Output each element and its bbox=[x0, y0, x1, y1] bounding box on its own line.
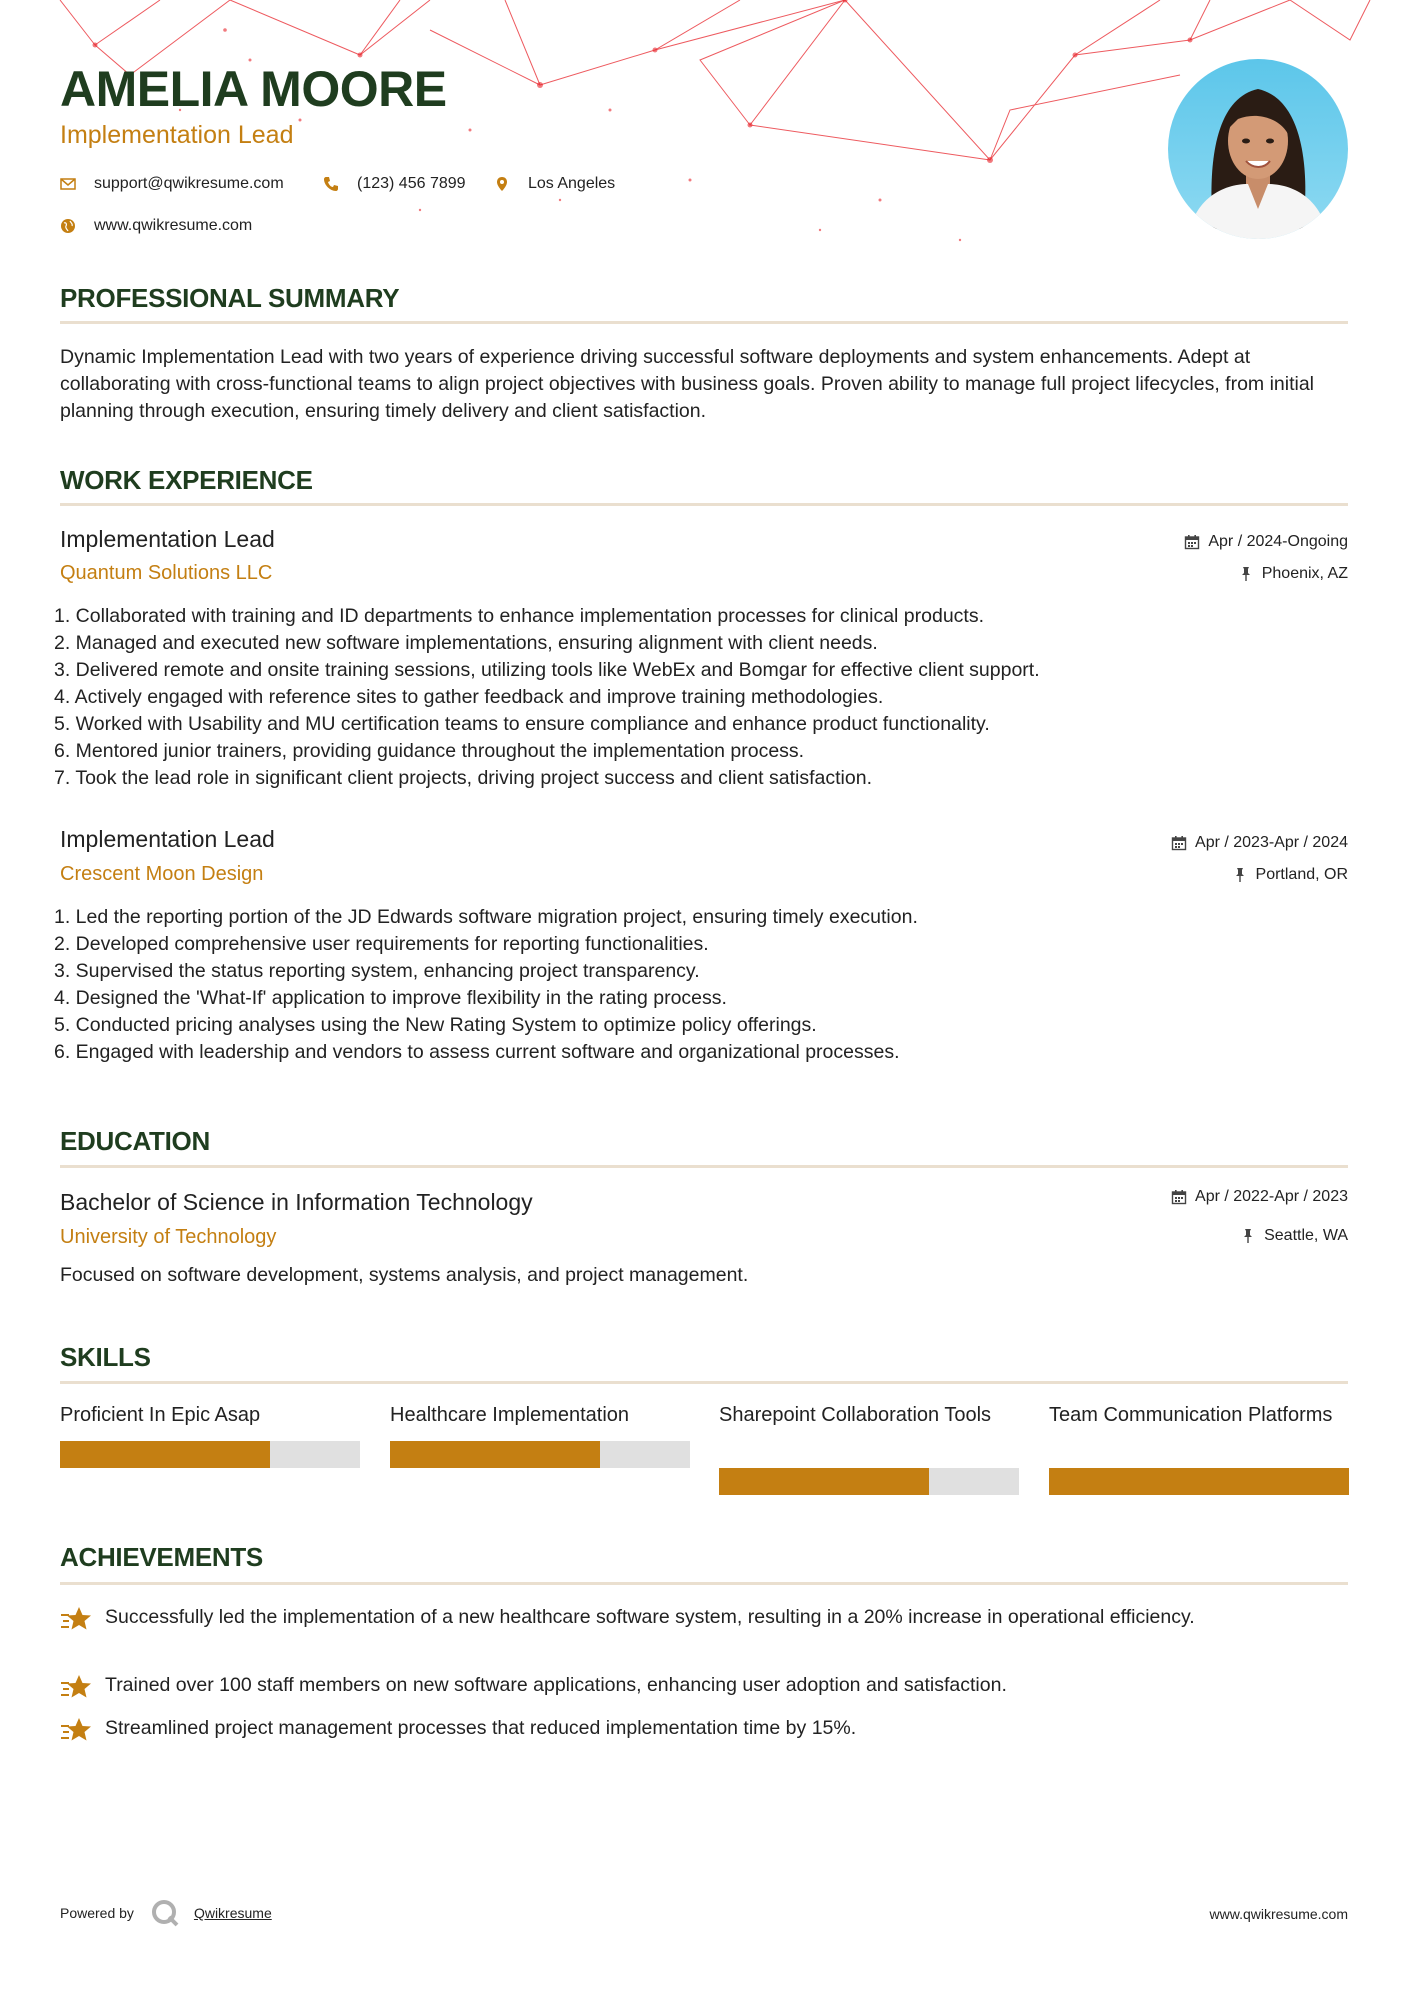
footer-powered-by bbox=[60, 1898, 272, 1928]
achievement-1 bbox=[60, 1604, 1350, 1634]
skill-4-bar-fill bbox=[1049, 1468, 1349, 1495]
skill-1 bbox=[60, 1402, 360, 1429]
skill-4-label: Team Communication Platforms bbox=[1049, 1404, 1333, 1426]
job-2-location bbox=[1232, 866, 1348, 884]
education-dates-text: Apr / 2022-Apr / 2023 bbox=[1195, 1188, 1348, 1205]
map-pin-icon bbox=[494, 176, 510, 192]
envelope-icon bbox=[60, 176, 76, 192]
skill-2-bar bbox=[390, 1441, 690, 1468]
skill-1-bar-fill bbox=[60, 1441, 270, 1468]
achievement-3 bbox=[60, 1715, 1350, 1745]
calendar-icon bbox=[1171, 835, 1187, 851]
calendar-icon bbox=[1184, 534, 1200, 550]
skill-2-label: Healthcare Implementation bbox=[390, 1404, 630, 1426]
job-2-bullets bbox=[54, 904, 1344, 1066]
list-item: 5. Worked with Usability and MU certification teams to ensure compliance and enhance product functionality. bbox=[54, 713, 990, 735]
summary-text: Dynamic Implementation Lead with two years of experience driving successful software deployments and system enhancements. Adept at collaborating with cross-functional teams to align project objectives with business goals. Proven ability to manage full project lifecycles, from initial planning through execution, ensuring timely delivery and client satisfaction. bbox=[60, 346, 1315, 422]
email-text: support@qwikresume.com bbox=[94, 175, 284, 192]
qwikresume-link[interactable]: Qwikresume bbox=[193, 1905, 272, 1921]
job-2-dates bbox=[1171, 834, 1348, 852]
qwikresume-logo-icon bbox=[150, 1898, 180, 1928]
list-item: 4. Designed the 'What-If' application to improve flexibility in the rating process. bbox=[54, 987, 727, 1009]
achievement-2-text: Trained over 100 staff members on new software applications, enhancing user adoption and satisfaction. bbox=[105, 1674, 1007, 1696]
candidate-title: Implementation Lead bbox=[60, 121, 294, 149]
job-1-bullets bbox=[54, 603, 1344, 792]
contact-email[interactable] bbox=[60, 175, 284, 193]
skills-heading: SKILLS bbox=[60, 1342, 151, 1372]
education-heading: EDUCATION bbox=[60, 1126, 210, 1156]
summary-heading: PROFESSIONAL SUMMARY bbox=[60, 283, 400, 313]
summary-divider bbox=[60, 321, 1348, 324]
job-2-location-text: Portland, OR bbox=[1255, 866, 1348, 883]
job-1-title: Implementation Lead bbox=[60, 526, 275, 552]
pushpin-icon bbox=[1240, 1228, 1256, 1244]
pushpin-icon bbox=[1238, 566, 1254, 582]
education-location bbox=[1240, 1227, 1348, 1245]
education-school: University of Technology bbox=[60, 1226, 277, 1248]
candidate-name: AMELIA MOORE bbox=[60, 61, 447, 117]
list-item: 3. Delivered remote and onsite training sessions, utilizing tools like WebEx and Bomgar for effective client support. bbox=[54, 659, 1040, 681]
skills-divider bbox=[60, 1381, 1348, 1384]
achievements-divider bbox=[60, 1582, 1348, 1585]
star-achievement-icon bbox=[60, 1672, 92, 1702]
achievement-2 bbox=[60, 1672, 1350, 1702]
profile-photo bbox=[1168, 59, 1348, 239]
list-item: 2. Developed comprehensive user requirements for reporting functionalities. bbox=[54, 933, 709, 955]
list-item: 7. Took the lead role in significant client projects, driving project success and client satisfaction. bbox=[54, 767, 872, 789]
pushpin-icon bbox=[1232, 867, 1248, 883]
education-description: Focused on software development, systems analysis, and project management. bbox=[60, 1264, 749, 1286]
achievement-1-text: Successfully led the implementation of a new healthcare software system, resulting in a 20% increase in operational efficiency. bbox=[105, 1606, 1195, 1628]
experience-divider bbox=[60, 503, 1348, 506]
list-item: 3. Supervised the status reporting system, enhancing project transparency. bbox=[54, 960, 700, 982]
education-location-text: Seattle, WA bbox=[1264, 1227, 1348, 1244]
skill-2-bar-fill bbox=[390, 1441, 600, 1468]
list-item: 4. Actively engaged with reference sites to gather feedback and improve training methodologies. bbox=[54, 686, 884, 708]
skill-4-bar bbox=[1049, 1468, 1349, 1495]
list-item: 6. Engaged with leadership and vendors to assess current software and organizational processes. bbox=[54, 1041, 900, 1063]
education-dates bbox=[1171, 1188, 1348, 1206]
list-item: 5. Conducted pricing analyses using the New Rating System to optimize policy offerings. bbox=[54, 1014, 817, 1036]
skill-3 bbox=[719, 1402, 1019, 1429]
star-achievement-icon bbox=[60, 1604, 92, 1634]
job-1-location-text: Phoenix, AZ bbox=[1261, 565, 1348, 582]
footer-website[interactable]: www.qwikresume.com bbox=[1209, 1906, 1348, 1922]
location-text: Los Angeles bbox=[528, 175, 616, 192]
calendar-icon bbox=[1171, 1189, 1187, 1205]
list-item: 2. Managed and executed new software implementations, ensuring alignment with client needs. bbox=[54, 632, 878, 654]
job-2-dates-text: Apr / 2023-Apr / 2024 bbox=[1195, 834, 1348, 851]
powered-by-text: Powered by bbox=[60, 1905, 134, 1921]
skill-3-label: Sharepoint Collaboration Tools bbox=[719, 1404, 992, 1426]
education-degree: Bachelor of Science in Information Technology bbox=[60, 1189, 533, 1215]
phone-icon bbox=[323, 176, 339, 192]
achievement-3-text: Streamlined project management processes that reduced implementation time by 15%. bbox=[105, 1717, 857, 1739]
globe-icon bbox=[60, 218, 76, 234]
skill-1-label: Proficient In Epic Asap bbox=[60, 1404, 261, 1426]
skill-4 bbox=[1049, 1402, 1349, 1429]
achievements-heading: ACHIEVEMENTS bbox=[60, 1542, 263, 1572]
phone-text: (123) 456 7899 bbox=[357, 175, 466, 192]
job-1-location bbox=[1238, 565, 1348, 583]
job-1-company: Quantum Solutions LLC bbox=[60, 562, 273, 584]
job-1-dates bbox=[1184, 533, 1348, 551]
contact-phone[interactable] bbox=[323, 175, 466, 193]
education-divider bbox=[60, 1165, 1348, 1168]
skill-2 bbox=[390, 1402, 690, 1429]
list-item: 1. Led the reporting portion of the JD Edwards software migration project, ensuring timely execution. bbox=[54, 906, 918, 928]
list-item: 6. Mentored junior trainers, providing guidance throughout the implementation process. bbox=[54, 740, 805, 762]
contact-website[interactable] bbox=[60, 217, 252, 235]
website-text: www.qwikresume.com bbox=[94, 217, 253, 234]
job-2-company: Crescent Moon Design bbox=[60, 863, 264, 885]
experience-heading: WORK EXPERIENCE bbox=[60, 465, 313, 495]
skill-3-bar bbox=[719, 1468, 1019, 1495]
skill-3-bar-fill bbox=[719, 1468, 929, 1495]
contact-location bbox=[494, 175, 615, 193]
star-achievement-icon bbox=[60, 1715, 92, 1745]
skill-1-bar bbox=[60, 1441, 360, 1468]
job-1-dates-text: Apr / 2024-Ongoing bbox=[1208, 533, 1348, 550]
job-2-title: Implementation Lead bbox=[60, 826, 275, 852]
list-item: 1. Collaborated with training and ID departments to enhance implementation processes for clinical products. bbox=[54, 605, 985, 627]
